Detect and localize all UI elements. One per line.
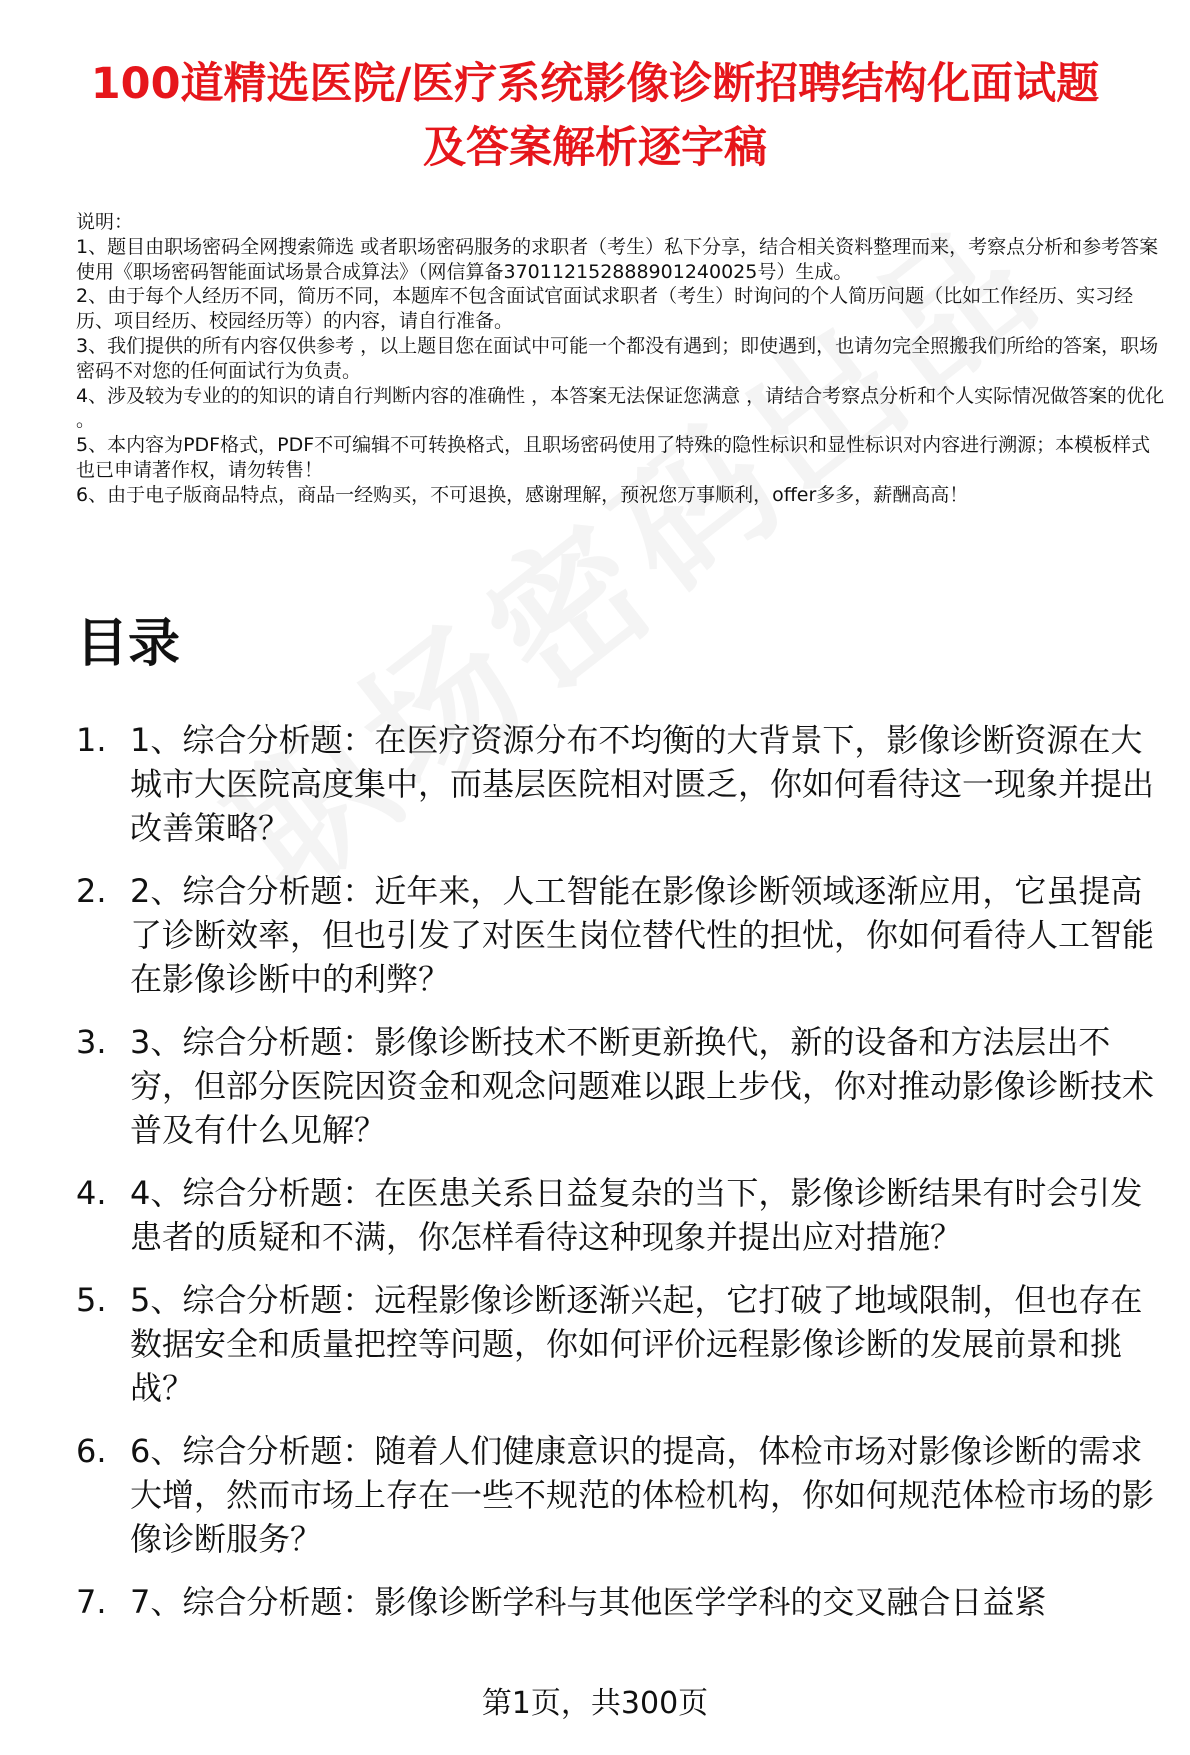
toc-heading: 目录 — [76, 614, 181, 674]
toc-item[interactable] — [76, 1020, 1170, 1152]
toc-item[interactable] — [76, 1429, 1170, 1561]
toc-item-number: 4. — [76, 1174, 107, 1212]
notes-label: 说明： — [76, 211, 134, 233]
toc-item[interactable] — [76, 1580, 1170, 1624]
note-item: 5、本内容为PDF格式，PDF不可编辑不可转换格式，且职场密码使用了特殊的隐性标识和显性标识对内容进行溯源；本模板样式也已申请著作权，请勿转售！ — [76, 434, 1151, 481]
toc-item-text[interactable]: 1、综合分析题：在医疗资源分布不均衡的大背景下，影像诊断资源在大城市大医院高度集中，而基层医院相对匮乏，你如何看待这一现象并提出改善策略？ — [130, 721, 1155, 847]
table-of-contents — [76, 718, 1170, 1643]
toc-item-text[interactable]: 6、综合分析题：随着人们健康意识的提高，体检市场对影像诊断的需求大增，然而市场上存在一些不规范的体检机构，你如何规范体检市场的影像诊断服务？ — [130, 1432, 1155, 1558]
document-title: 100道精选医院/医疗系统影像诊断招聘结构化面试题及答案解析逐字稿 — [90, 59, 1100, 173]
toc-item-number: 5. — [76, 1281, 107, 1319]
note-item: 2、由于每个人经历不同，简历不同，本题库不包含面试官面试求职者（考生）时询问的个人简历问题（比如工作经历、实习经历、项目经历、校园经历等）的内容，请自行准备。 — [76, 285, 1134, 333]
toc-item-text[interactable]: 5、综合分析题：远程影像诊断逐渐兴起，它打破了地域限制，但也存在数据安全和质量把控等问题，你如何评价远程影像诊断的发展前景和挑战？ — [130, 1281, 1143, 1407]
toc-item-text[interactable]: 3、综合分析题：影像诊断技术不断更新换代，新的设备和方法层出不穷，但部分医院因资金和观念问题难以跟上步伐，你对推动影像诊断技术普及有什么见解？ — [130, 1023, 1155, 1149]
toc-item-number: 7. — [76, 1583, 107, 1621]
toc-item-number: 1. — [76, 721, 107, 759]
toc-item-number: 2. — [76, 872, 107, 910]
toc-item[interactable] — [76, 869, 1170, 1001]
toc-item-number: 3. — [76, 1023, 107, 1061]
page-number: 第1页，共300页 — [481, 1686, 709, 1721]
toc-item[interactable] — [76, 718, 1170, 850]
note-item: 4、涉及较为专业的的知识的请自行判断内容的准确性 ，本答案无法保证您满意 ，请结合考察点分析和个人实际情况做答案的优化 。 — [76, 384, 1165, 432]
note-item: 6、由于电子版商品特点，商品一经购买，不可退换，感谢理解，预祝您万事顺利，offer多多，薪酬高高！ — [76, 483, 969, 506]
toc-item-text[interactable]: 2、综合分析题：近年来，人工智能在影像诊断领域逐渐应用，它虽提高了诊断效率，但也引发了对医生岗位替代性的担忧，你如何看待人工智能在影像诊断中的利弊？ — [130, 872, 1155, 998]
toc-item-number: 6. — [76, 1432, 107, 1470]
note-item: 3、我们提供的所有内容仅供参考 ，以上题目您在面试中可能一个都没有遇到；即使遇到，也请勿完全照搬我们所给的答案，职场密码不对您的任何面试行为负责。 — [76, 334, 1159, 382]
toc-item[interactable] — [76, 1171, 1170, 1259]
toc-item-text[interactable]: 7、综合分析题：影像诊断学科与其他医学学科的交叉融合日益紧 — [130, 1583, 1047, 1621]
toc-item[interactable] — [76, 1278, 1170, 1410]
toc-item-text[interactable]: 4、综合分析题：在医患关系日益复杂的当下，影像诊断结果有时会引发患者的质疑和不满，你怎样看待这种现象并提出应对措施？ — [130, 1174, 1143, 1256]
notes-section — [76, 210, 1166, 508]
note-item: 1、题目由职场密码全网搜索筛选 或者职场密码服务的求职者（考生）私下分享，结合相关资料整理而来，考察点分析和参考答案使用《职场密码智能面试场景合成算法》（网信算备370112152888901240025号）生成。 — [76, 235, 1159, 283]
